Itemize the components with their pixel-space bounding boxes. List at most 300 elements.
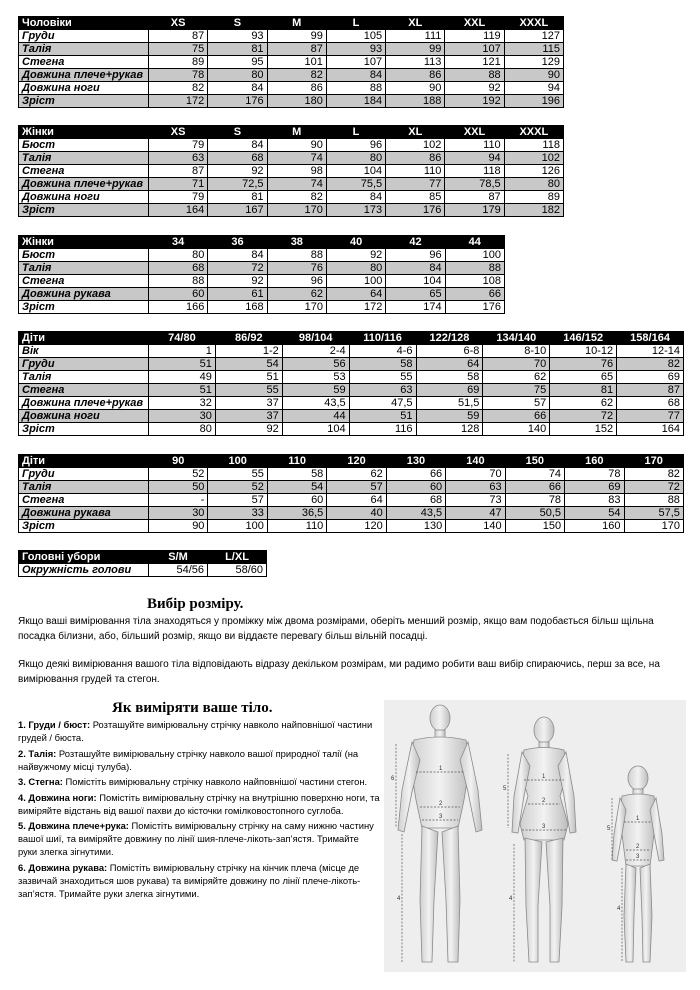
row-label: Діти [19, 455, 149, 468]
size-cell: 172 [326, 301, 385, 314]
size-cell: 80 [149, 249, 208, 262]
table-row [19, 481, 684, 494]
size-cell: 62 [550, 397, 617, 410]
size-cell: 36,5 [267, 507, 326, 520]
size-cell: 95 [208, 56, 267, 69]
size-cell: 116 [349, 423, 416, 436]
size-cell: 36 [208, 236, 267, 249]
table-row [19, 152, 564, 165]
size-cell: 63 [349, 384, 416, 397]
size-cell: 68 [208, 152, 267, 165]
size-cell: 176 [386, 204, 445, 217]
men-size-table [18, 16, 564, 108]
table-row [19, 56, 564, 69]
row-label: Жінки [19, 236, 149, 249]
hats-size-table [18, 550, 267, 577]
size-cell: 87 [267, 43, 326, 56]
row-label: Груди [19, 468, 149, 481]
size-cell: 64 [416, 358, 483, 371]
size-cell: 51 [215, 371, 282, 384]
size-cell: 152 [550, 423, 617, 436]
size-cell: 115 [504, 43, 563, 56]
size-cell: 76 [550, 358, 617, 371]
size-cell: 166 [149, 301, 208, 314]
size-cell: 172 [149, 95, 208, 108]
size-cell: XXXL [504, 17, 563, 30]
size-cell: 170 [624, 520, 683, 533]
size-cell: 51,5 [416, 397, 483, 410]
size-cell: 170 [267, 301, 326, 314]
size-cell: 70 [483, 358, 550, 371]
size-cell: 37 [215, 397, 282, 410]
label-3-woman: 3 [542, 824, 546, 830]
table-row [19, 397, 684, 410]
size-cell: 86 [386, 69, 445, 82]
size-cell: 2-4 [282, 345, 349, 358]
size-cell: 92 [215, 423, 282, 436]
label-4-woman: 4 [509, 896, 513, 902]
label-3-child: 3 [636, 854, 640, 860]
size-cell: 52 [149, 468, 208, 481]
size-cell: 84 [208, 82, 267, 95]
size-cell: 70 [446, 468, 505, 481]
size-cell: 80 [326, 262, 385, 275]
instruction-shoulder-arm-text: Помістіть вимірювальну стрічку на саму нижню частину вашої шиї, та виміряйте довжину по лінії шия-плече-лікоть-зап’ястя. Тримайте руки злегка зігнутими. [18, 820, 374, 857]
size-cell: 158/164 [617, 332, 684, 345]
size-cell: 164 [149, 204, 208, 217]
size-cell: XXL [445, 126, 504, 139]
instruction-sleeve-length [18, 861, 380, 900]
instruction-waist [18, 747, 380, 773]
size-cell: 30 [149, 507, 208, 520]
size-cell: 182 [504, 204, 563, 217]
size-cell: 64 [327, 494, 386, 507]
size-cell: 108 [445, 275, 504, 288]
size-cell: 130 [386, 520, 445, 533]
size-cell: 88 [149, 275, 208, 288]
size-cell: 93 [326, 43, 385, 56]
size-cell: 59 [416, 410, 483, 423]
size-cell: 168 [208, 301, 267, 314]
table-row [19, 249, 505, 262]
table-row [19, 564, 267, 577]
table-row [19, 165, 564, 178]
size-cell: 87 [149, 165, 208, 178]
size-cell: 86 [386, 152, 445, 165]
size-cell: 100 [208, 455, 267, 468]
size-cell: 92 [208, 165, 267, 178]
size-cell: 92 [326, 249, 385, 262]
size-cell: 62 [483, 371, 550, 384]
size-cell: 176 [208, 95, 267, 108]
row-label: Стегна [19, 384, 149, 397]
label-6-man: 6 [391, 776, 395, 782]
size-cell: 30 [149, 410, 216, 423]
size-cell: 60 [267, 494, 326, 507]
table-row [19, 384, 684, 397]
size-cell: 60 [386, 481, 445, 494]
size-cell: 72 [208, 262, 267, 275]
size-cell: 74 [267, 178, 326, 191]
row-label: Окружність голови [19, 564, 149, 577]
size-cell: 90 [267, 139, 326, 152]
size-cell: 78 [505, 494, 564, 507]
size-cell: 74 [505, 468, 564, 481]
instruction-leg-length [18, 791, 380, 817]
women-numeric-size-table [18, 235, 505, 314]
row-label: Стегна [19, 275, 149, 288]
kids-height-size-table [18, 454, 684, 533]
size-cell: 98/104 [282, 332, 349, 345]
size-cell: 80 [149, 423, 216, 436]
size-cell: 59 [282, 384, 349, 397]
row-label: Жінки [19, 126, 149, 139]
size-cell: 127 [504, 30, 563, 43]
size-cell: 89 [149, 56, 208, 69]
women-letter-size-table [18, 125, 564, 217]
label-1-woman: 1 [542, 774, 546, 780]
size-cell: 82 [617, 358, 684, 371]
size-cell: 54/56 [149, 564, 208, 577]
size-cell: 75 [149, 43, 208, 56]
row-label: Довжина рукава [19, 288, 149, 301]
size-cell: 87 [149, 30, 208, 43]
size-cell: 82 [267, 191, 326, 204]
size-cell: 76 [267, 262, 326, 275]
size-cell: M [267, 17, 326, 30]
row-label: Зріст [19, 520, 149, 533]
label-1-child: 1 [636, 816, 640, 822]
size-cell: 75,5 [326, 178, 385, 191]
size-cell: 51 [349, 410, 416, 423]
table-row [19, 204, 564, 217]
size-cell: 110 [267, 520, 326, 533]
size-cell: 85 [386, 191, 445, 204]
label-1-man: 1 [439, 766, 443, 772]
size-cell: 80 [208, 69, 267, 82]
table-row [19, 423, 684, 436]
size-cell: 62 [327, 468, 386, 481]
size-cell: 120 [327, 520, 386, 533]
size-cell: 102 [386, 139, 445, 152]
table-header-row [19, 17, 564, 30]
instruction-hips [18, 775, 380, 788]
label-5-child: 5 [607, 826, 611, 832]
size-cell: 74/80 [149, 332, 216, 345]
size-cell: 107 [326, 56, 385, 69]
size-cell: 100 [208, 520, 267, 533]
table-row [19, 262, 505, 275]
size-cell: 96 [386, 249, 445, 262]
label-2-child: 2 [636, 844, 640, 850]
size-cell: 113 [386, 56, 445, 69]
size-cell: 87 [617, 384, 684, 397]
size-cell: 140 [483, 423, 550, 436]
table-row [19, 520, 684, 533]
row-label: Довжина плече+рукав [19, 397, 149, 410]
size-cell: 110 [386, 165, 445, 178]
row-label: Груди [19, 358, 149, 371]
size-cell: 55 [208, 468, 267, 481]
row-label: Довжина ноги [19, 191, 149, 204]
row-label: Талія [19, 43, 149, 56]
size-cell: 52 [208, 481, 267, 494]
size-cell: 94 [445, 152, 504, 165]
label-5-woman: 5 [503, 786, 507, 792]
size-cell: 61 [208, 288, 267, 301]
how-to-measure-title: Як виміряти ваше тіло. [112, 700, 273, 716]
row-label: Стегна [19, 165, 149, 178]
size-cell: 55 [349, 371, 416, 384]
size-cell: 196 [504, 95, 563, 108]
table-row [19, 82, 564, 95]
size-cell: 104 [386, 275, 445, 288]
size-cell: 58 [349, 358, 416, 371]
table-row [19, 95, 564, 108]
size-cell: 184 [326, 95, 385, 108]
size-cell: 58/60 [208, 564, 267, 577]
row-label: Зріст [19, 95, 149, 108]
table-row [19, 345, 684, 358]
size-cell: 92 [208, 275, 267, 288]
size-cell: 82 [149, 82, 208, 95]
instruction-hips-lead: 3. Стегна: [18, 776, 63, 787]
size-cell: 170 [624, 455, 683, 468]
size-cell: 105 [326, 30, 385, 43]
size-cell: 100 [326, 275, 385, 288]
size-cell: 6-8 [416, 345, 483, 358]
size-cell: 160 [565, 520, 624, 533]
size-cell: 100 [445, 249, 504, 262]
size-cell: 69 [565, 481, 624, 494]
instruction-chest [18, 718, 380, 744]
size-cell: 84 [208, 139, 267, 152]
size-cell: 74 [267, 152, 326, 165]
size-cell: XXL [445, 17, 504, 30]
row-label: Довжина рукава [19, 507, 149, 520]
size-cell: 73 [446, 494, 505, 507]
size-cell: 69 [617, 371, 684, 384]
table-row [19, 191, 564, 204]
size-cell: 90 [504, 69, 563, 82]
instruction-waist-text: Розташуйте вимірювальну стрічку навколо вашої природної талії (на найвужчому місці тулуба). [18, 747, 359, 772]
size-cell: 54 [565, 507, 624, 520]
size-cell: 98 [267, 165, 326, 178]
size-cell: 88 [445, 69, 504, 82]
size-cell: 50,5 [505, 507, 564, 520]
table-header-row [19, 332, 684, 345]
size-cell: 118 [445, 165, 504, 178]
size-cell: 173 [326, 204, 385, 217]
size-cell: 176 [445, 301, 504, 314]
size-cell: 192 [445, 95, 504, 108]
size-cell: 83 [565, 494, 624, 507]
size-cell: 164 [617, 423, 684, 436]
size-cell: 66 [386, 468, 445, 481]
row-label: Зріст [19, 301, 149, 314]
size-cell: 63 [446, 481, 505, 494]
row-label: Груди [19, 30, 149, 43]
row-label: Головні убори [19, 551, 149, 564]
size-cell: 134/140 [483, 332, 550, 345]
size-cell: 80 [504, 178, 563, 191]
size-cell: 68 [149, 262, 208, 275]
size-cell: 170 [267, 204, 326, 217]
size-cell: XL [386, 17, 445, 30]
table-row [19, 43, 564, 56]
table-header-row [19, 236, 505, 249]
size-cell: 129 [504, 56, 563, 69]
row-label: Талія [19, 481, 149, 494]
table-row [19, 275, 505, 288]
size-cell: 90 [149, 520, 208, 533]
size-cell: 53 [282, 371, 349, 384]
size-cell: XS [149, 126, 208, 139]
size-cell: 88 [326, 82, 385, 95]
size-cell: 81 [208, 191, 267, 204]
table-row [19, 69, 564, 82]
size-cell: 174 [386, 301, 445, 314]
row-label: Довжина плече+рукав [19, 69, 149, 82]
size-cell: 121 [445, 56, 504, 69]
size-cell: 62 [267, 288, 326, 301]
size-cell: 4-6 [349, 345, 416, 358]
size-cell: 51 [149, 358, 216, 371]
size-cell: 93 [208, 30, 267, 43]
size-cell: 47,5 [349, 397, 416, 410]
size-cell: 56 [282, 358, 349, 371]
size-cell: 81 [550, 384, 617, 397]
body-figures-illustration [384, 700, 686, 972]
table-row [19, 30, 564, 43]
size-cell: 10-12 [550, 345, 617, 358]
table-row [19, 358, 684, 371]
size-cell: 57 [208, 494, 267, 507]
size-cell: 54 [267, 481, 326, 494]
instruction-chest-lead: 1. Груди / бюст: [18, 719, 91, 730]
label-2-man: 2 [439, 801, 443, 807]
size-cell: 128 [416, 423, 483, 436]
size-cell: 65 [550, 371, 617, 384]
size-cell: 179 [445, 204, 504, 217]
size-cell: 33 [208, 507, 267, 520]
size-cell: 40 [326, 236, 385, 249]
size-cell: 80 [326, 152, 385, 165]
size-cell: 50 [149, 481, 208, 494]
size-cell: 57,5 [624, 507, 683, 520]
table-row [19, 178, 564, 191]
size-cell: 77 [386, 178, 445, 191]
size-cell: 69 [416, 384, 483, 397]
size-cell: 86 [267, 82, 326, 95]
table-row [19, 468, 684, 481]
table-row [19, 301, 505, 314]
size-cell: 37 [215, 410, 282, 423]
instruction-hips-text: Помістіть вимірювальну стрічку навколо найповнішої частини стегон. [62, 776, 368, 787]
size-cell: L [326, 126, 385, 139]
table-header-row [19, 551, 267, 564]
size-cell: 8-10 [483, 345, 550, 358]
size-cell: L [326, 17, 385, 30]
size-cell: 167 [208, 204, 267, 217]
size-cell: 140 [446, 520, 505, 533]
size-cell: 49 [149, 371, 216, 384]
size-cell: 89 [504, 191, 563, 204]
size-cell: 78 [149, 69, 208, 82]
size-cell: 66 [505, 481, 564, 494]
size-cell: 47 [446, 507, 505, 520]
size-cell: M [267, 126, 326, 139]
size-cell: 84 [386, 262, 445, 275]
body-measurement-figure [384, 700, 686, 972]
table-row [19, 371, 684, 384]
size-cell: 84 [208, 249, 267, 262]
row-label: Талія [19, 371, 149, 384]
size-cell: 75 [483, 384, 550, 397]
row-label: Талія [19, 262, 149, 275]
size-cell: 34 [149, 236, 208, 249]
size-cell: 57 [483, 397, 550, 410]
measurement-instructions [18, 718, 380, 902]
size-cell: 86/92 [215, 332, 282, 345]
table-row [19, 288, 505, 301]
size-cell: 43,5 [282, 397, 349, 410]
size-cell: 43,5 [386, 507, 445, 520]
size-cell: 110/116 [349, 332, 416, 345]
size-cell: - [149, 494, 208, 507]
size-cell: 118 [504, 139, 563, 152]
size-cell: 104 [326, 165, 385, 178]
instruction-waist-lead: 2. Талія: [18, 747, 57, 759]
size-cell: 126 [504, 165, 563, 178]
size-cell: 58 [416, 371, 483, 384]
row-label: Бюст [19, 249, 149, 262]
size-cell: 107 [445, 43, 504, 56]
size-cell: 122/128 [416, 332, 483, 345]
size-cell: 94 [504, 82, 563, 95]
size-cell: 96 [267, 275, 326, 288]
kids-age-size-table [18, 331, 684, 436]
row-label: Бюст [19, 139, 149, 152]
size-cell: 111 [386, 30, 445, 43]
size-cell: 119 [445, 30, 504, 43]
size-cell: 44 [445, 236, 504, 249]
size-cell: 78,5 [445, 178, 504, 191]
size-cell: 77 [617, 410, 684, 423]
size-cell: 66 [445, 288, 504, 301]
table-header-row [19, 126, 564, 139]
size-cell: 51 [149, 384, 216, 397]
instruction-leg-length-text: Помістіть вимірювальну стрічку на внутрішню поверхню ноги, та виміряйте відстань від вашої пахви до кісточки гомілковостопного суглоба. [18, 791, 380, 816]
size-cell: 130 [386, 455, 445, 468]
size-cell: 110 [445, 139, 504, 152]
size-cell: S/M [149, 551, 208, 564]
table-row [19, 139, 564, 152]
size-cell: 110 [267, 455, 326, 468]
size-cell: 66 [483, 410, 550, 423]
instruction-shoulder-arm [18, 819, 380, 858]
size-cell: 38 [267, 236, 326, 249]
row-label: Чоловіки [19, 17, 149, 30]
label-4-man: 4 [397, 896, 401, 902]
size-cell: 90 [149, 455, 208, 468]
label-2-woman: 2 [542, 798, 546, 804]
size-cell: 188 [386, 95, 445, 108]
size-cell: 1-2 [215, 345, 282, 358]
size-cell: 160 [565, 455, 624, 468]
size-cell: 140 [446, 455, 505, 468]
row-label: Довжина ноги [19, 410, 149, 423]
